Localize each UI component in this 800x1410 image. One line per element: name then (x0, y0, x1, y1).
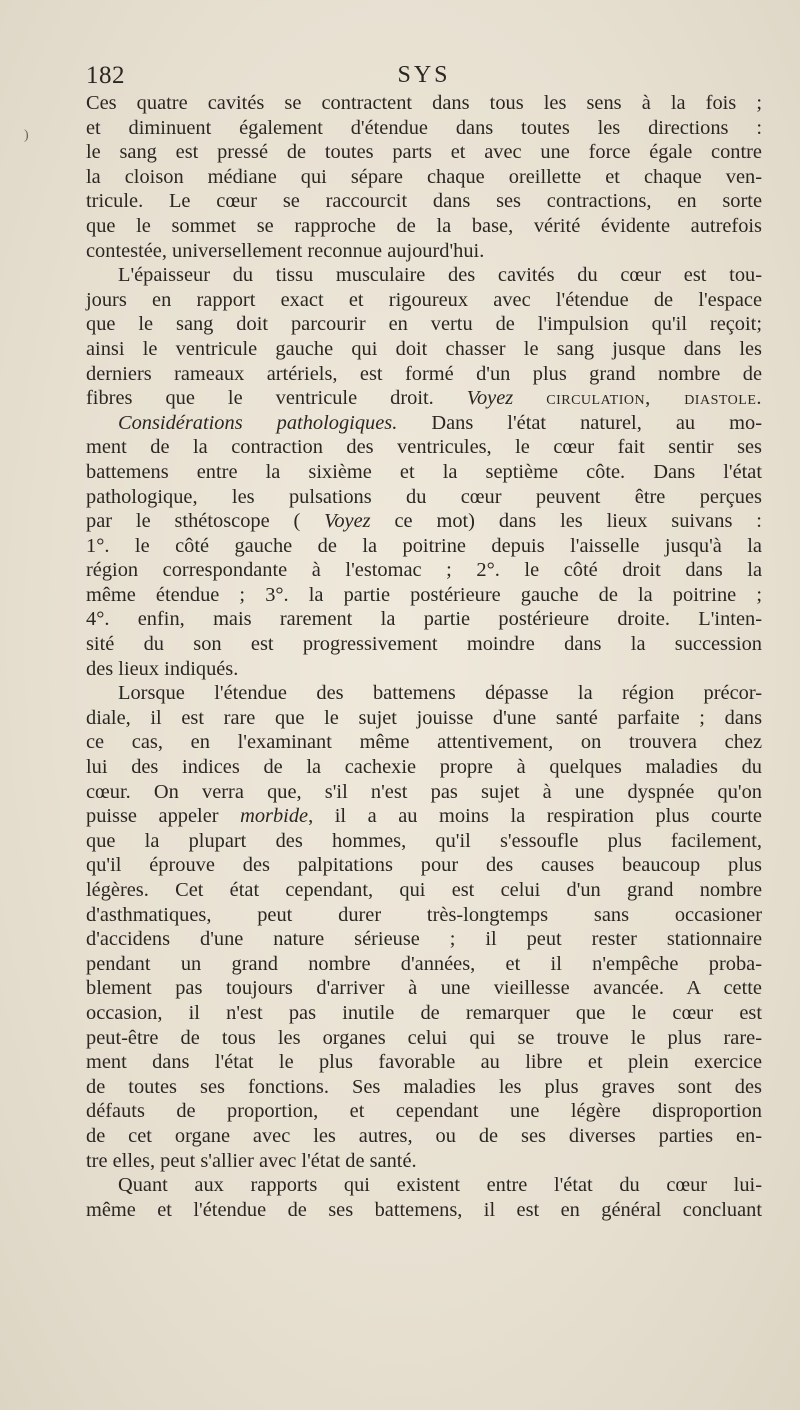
text-line: d'accidens d'une nature sérieuse ; il peut rester stationnaire (86, 928, 762, 951)
text-line: diale, il est rare que le sujet jouisse d'une santé parfaite ; dans (86, 706, 762, 729)
text-line: cœur. On verra que, s'il n'est pas sujet à une dyspnée qu'on (86, 780, 762, 803)
text-line: ment de la contraction des ventricules, le cœur fait sentir ses (86, 436, 762, 459)
text-line-with-italic (86, 804, 762, 829)
text-line: tricule. Le cœur se raccourcit dans ses contractions, en sorte (86, 190, 762, 213)
paragraph-1 (86, 91, 762, 263)
margin-mark: ) (24, 128, 29, 143)
text-line-with-heading (86, 411, 762, 436)
text-run: Dans l'état naturel, au mo- (431, 411, 762, 434)
text-line: tre elles, peut s'allier avec l'état de santé. (86, 1149, 417, 1172)
text-line: peut-être de tous les organes celui qui se trouve le plus rare- (86, 1026, 762, 1049)
text-line: contestée, universellement reconnue aujourd'hui. (86, 239, 485, 262)
text-run: fibres que le ventricule droit. (86, 387, 434, 410)
paragraph-3 (86, 411, 762, 682)
voyez-italic: Voyez (324, 510, 371, 533)
running-head: SYS (397, 62, 451, 88)
text-line: d'asthmatiques, peut durer très-longtemps sans occasioner (86, 903, 762, 926)
voyez-italic: Voyez (466, 387, 514, 410)
text-line: de toutes ses fonctions. Ses maladies les plus graves sont des (86, 1075, 762, 1098)
text-line: L'épaisseur du tissu musculaire des cavités du cœur est tou- (118, 264, 762, 287)
text-line-with-reference (86, 386, 762, 411)
text-line: Ces quatre cavités se contractent dans tous les sens à la fois ; (86, 92, 762, 114)
paragraph-2 (86, 263, 762, 411)
text-line: sité du son est progressivement moindre dans la succession (86, 633, 762, 656)
text-line: pendant un grand nombre d'années, et il n'empêche proba- (86, 952, 762, 975)
text-line: ment dans l'état le plus favorable au libre et plein exercice (86, 1051, 762, 1074)
text-line-with-reference (86, 509, 762, 534)
text-run: puisse appeler (86, 805, 219, 828)
text-line: qu'il éprouve des palpitations pour des causes beaucoup plus (86, 854, 762, 877)
text-line: pathologique, les pulsations du cœur peuvent être perçues (86, 485, 762, 508)
text-line: blement pas toujours d'arriver à une vieillesse avancée. A cette (86, 977, 762, 1000)
text-line: lui des indices de la cachexie propre à quelques maladies du (86, 756, 762, 779)
body-text (86, 91, 762, 1222)
morbide-italic: morbide (240, 805, 309, 828)
text-run: , il a au moins la respiration plus courte (308, 805, 762, 828)
text-line: et diminuent également d'étendue dans toutes les directions : (86, 116, 762, 139)
text-line: même et l'étendue de ses battemens, il est en général concluant (86, 1198, 762, 1221)
text-line: 4°. enfin, mais rarement la partie postérieure droite. L'inten- (86, 608, 762, 631)
section-heading-italic: Considérations pathologiques. (118, 411, 398, 434)
text-line: légères. Cet état cependant, qui est celui d'un grand nombre (86, 879, 762, 901)
text-line: Quant aux rapports qui existent entre l'état du cœur lui- (118, 1174, 762, 1197)
text-run: ce mot) dans les lieux suivans : (394, 510, 762, 533)
text-line: Lorsque l'étendue des battemens dépasse la région précor- (118, 682, 762, 705)
page-number: 182 (86, 62, 125, 89)
text-line: le sang est pressé de toutes parts et avec une force égale contre (86, 141, 762, 164)
text-line: occasion, il n'est pas inutile de remarquer que le cœur est (86, 1001, 762, 1024)
text-line: que le sommet se rapproche de la base, vérité évidente autrefois (86, 214, 762, 237)
text-line: la cloison médiane qui sépare chaque oreillette et chaque ven- (86, 165, 762, 188)
text-line: battemens entre la sixième et la septième côte. Dans l'état (86, 460, 762, 483)
cross-reference: circulation, diastole. (546, 387, 762, 410)
text-line: même étendue ; 3°. la partie postérieure gauche de la poitrine ; (86, 583, 762, 606)
text-line: de cet organe avec les autres, ou de ses diverses parties en- (86, 1124, 762, 1147)
text-line: ainsi le ventricule gauche qui doit chasser le sang jusque dans les (86, 337, 762, 360)
text-line: jours en rapport exact et rigoureux avec l'étendue de l'espace (86, 288, 762, 311)
text-line: ce cas, en l'examinant même attentivement, on trouvera chez (86, 731, 762, 754)
paragraph-5 (86, 1173, 762, 1222)
text-line: que le sang doit parcourir en vertu de l'impulsion qu'il reçoit; (86, 313, 762, 336)
text-line: région correspondante à l'estomac ; 2°. le côté droit dans la (86, 559, 762, 582)
text-line: 1°. le côté gauche de la poitrine depuis l'aisselle jusqu'à la (86, 534, 762, 557)
text-line: des lieux indiqués. (86, 657, 239, 680)
text-line: que la plupart des hommes, qu'il s'essoufle plus facilement, (86, 829, 762, 852)
paragraph-4 (86, 681, 762, 1173)
text-line: derniers rameaux artériels, est formé d'un plus grand nombre de (86, 362, 762, 385)
page-header (86, 62, 762, 90)
text-line: défauts de proportion, et cependant une légère disproportion (86, 1100, 762, 1123)
text-run: par le sthétoscope ( (86, 510, 301, 533)
